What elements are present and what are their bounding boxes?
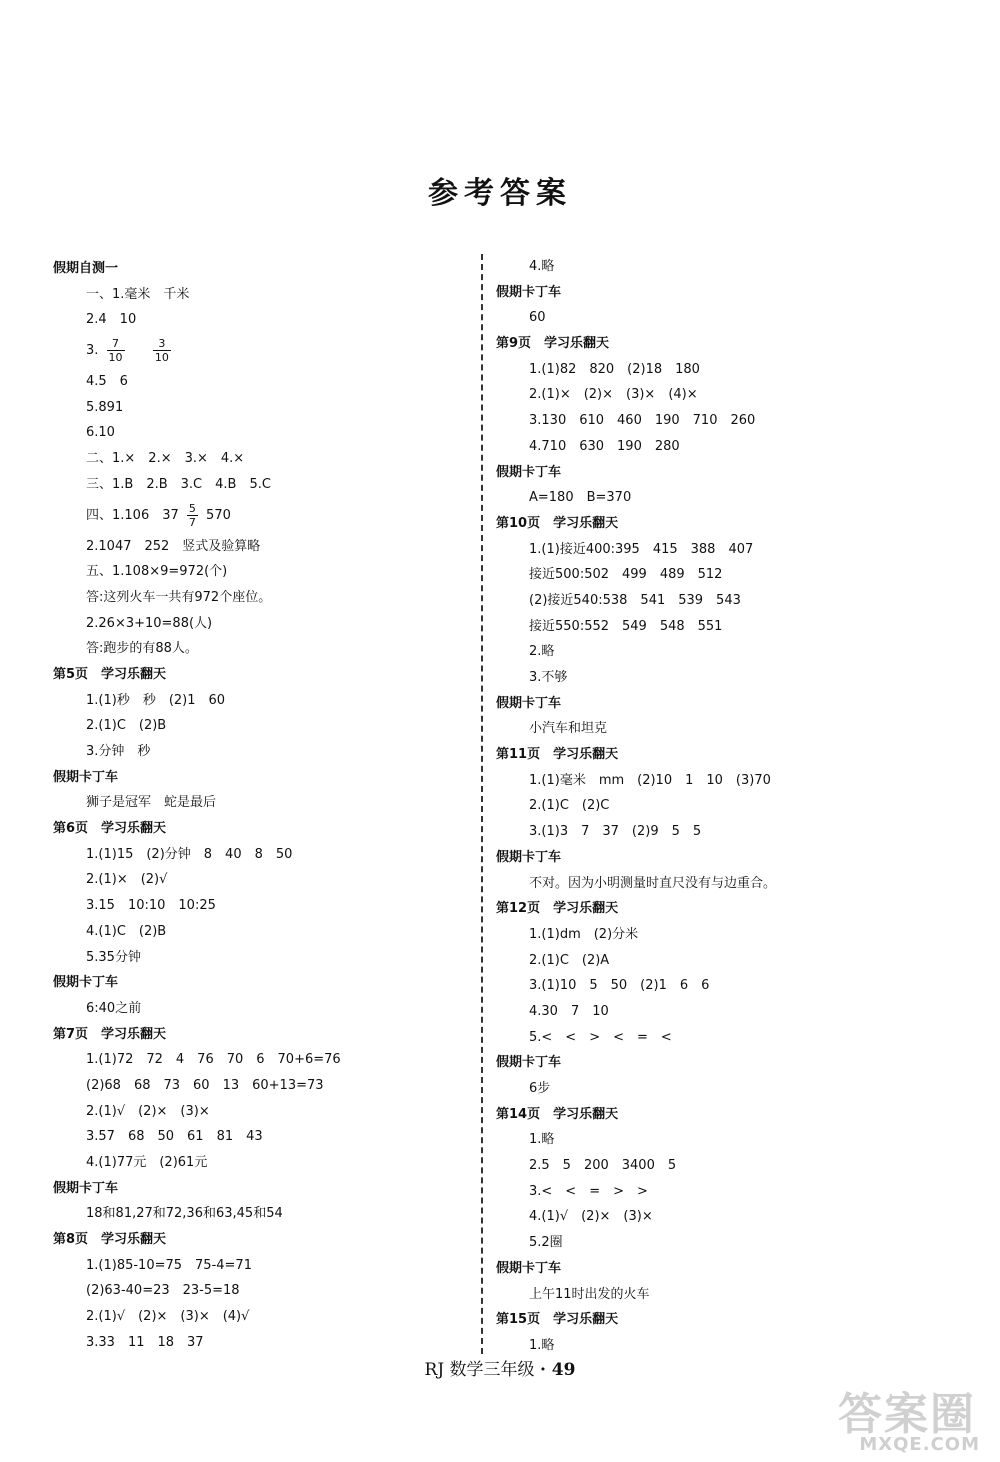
answer-line: 3.(1)3 7 37 (2)9 5 5 [529,824,702,840]
footer-subject: RJ 数学三年级 [424,1360,535,1380]
answer-line: 2.略 [529,644,555,660]
answer-line: (2)接近540:538 541 539 543 [529,592,741,608]
answer-line: 2.4 10 [86,312,137,328]
answer-line: 三、1.B 2.B 3.C 4.B 5.C [86,476,271,492]
section-heading: 第15页 学习乐翻天 [496,1312,619,1328]
section-heading: 第6页 学习乐翻天 [53,821,167,837]
column-divider [481,254,483,1354]
section-heading: 第5页 学习乐翻天 [53,666,167,682]
answer-line: 1.略 [529,1132,555,1148]
answer-line: 1.(1)72 72 4 76 70 6 70+6=76 [86,1052,341,1068]
right-column [496,254,916,1359]
answer-suffix: 570 [206,507,231,523]
section-heading: 假期卡丁车 [53,975,119,991]
answer-line: 5.< < > < = < [529,1029,672,1045]
answer-line: 3.130 610 460 190 710 260 [529,413,756,429]
fraction-denominator: 10 [108,351,123,365]
fraction-numerator: 3 [153,337,171,351]
answer-line: 狮子是冠军 蛇是最后 [86,795,217,811]
answer-line: 2.(1)√ (2)× (3)× (4)√ [86,1309,250,1325]
answer-line: 答:这列火车一共有972个座位。 [86,589,272,605]
answer-line: 2.(1)C (2)C [529,798,610,814]
answer-line: 1.(1)毫米 mm (2)10 1 10 (3)70 [529,772,771,788]
answer-line: 2.(1)× (2)× (3)× (4)× [529,387,698,403]
answer-line: 4.(1)√ (2)× (3)× [529,1209,653,1225]
fraction-denominator: 10 [154,351,169,365]
answer-line: 4.710 630 190 280 [529,438,680,454]
answer-line: 6:40之前 [86,1000,142,1016]
answer-line: 1.(1)15 (2)分钟 8 40 8 50 [86,846,293,862]
section-heading: 第7页 学习乐翻天 [53,1026,167,1042]
answer-line: 60 [529,310,546,326]
answer-line: 4.5 6 [86,374,128,390]
watermark-logo: 答案圈 [838,1389,976,1440]
answer-line: 2.26×3+10=88(人) [86,615,213,631]
section-heading: 假期卡丁车 [496,1055,562,1071]
section-heading: 假期卡丁车 [53,1180,119,1196]
section-heading: 假期卡丁车 [496,849,562,865]
answer-line: 2.1047 252 竖式及验算略 [86,538,261,554]
answer-line: 答:跑步的有88人。 [86,641,198,657]
answer-line: 3.分钟 秒 [86,744,151,759]
answer-line: 5.35分钟 [86,949,141,965]
fraction-denominator: 7 [188,515,196,529]
fraction-numerator: 7 [107,337,125,351]
answer-line: 3.不够 [529,670,568,685]
section-heading: 第14页 学习乐翻天 [496,1106,619,1122]
answer-line: 4.30 7 10 [529,1003,609,1019]
answer-line: 3.15 10:10 10:25 [86,898,216,914]
answer-line: 3.57 68 50 61 81 43 [86,1129,263,1145]
answer-line: 接近550:552 549 548 551 [529,618,723,634]
section-heading: 第12页 学习乐翻天 [496,901,619,917]
answer-line: 5.891 [86,399,124,415]
answer-line: 1.(1)秒 秒 (2)1 60 [86,692,226,708]
section-heading: 假期卡丁车 [53,769,119,785]
answer-line: 2.(1)C (2)B [86,718,167,734]
answer-line: 1.(1)接近400:395 415 388 407 [529,541,754,557]
answer-line: 一、1.毫米 千米 [86,286,190,302]
answer-line-fraction [53,498,463,534]
fraction [187,502,198,529]
answer-line: 1.略 [529,1337,555,1353]
page-number: 49 [551,1360,576,1380]
answer-prefix: 3. [86,343,99,359]
answer-line: 不对。因为小明测量时直尺没有与边重合。 [529,875,777,891]
answer-line: 18和81,27和72,36和63,45和54 [86,1206,283,1222]
answer-line: 上午11时出发的火车 [529,1286,650,1302]
section-heading: 假期自测一 [53,261,119,276]
answer-line: 1.(1)dm (2)分米 [529,926,639,942]
answer-line: 五、1.108×9=972(个) [86,564,228,580]
answer-line: 4.(1)C (2)B [86,923,167,939]
answer-line: 1.(1)82 820 (2)18 180 [529,361,700,377]
section-heading: 第8页 学习乐翻天 [53,1232,167,1248]
answer-line: 二、1.× 2.× 3.× 4.× [86,451,245,467]
answer-line: (2)68 68 73 60 13 60+13=73 [86,1077,324,1093]
page-footer: RJ 数学三年级 · 49 [424,1360,576,1380]
fraction [153,337,171,364]
section-heading: 假期卡丁车 [496,1260,562,1276]
answer-line: A=180 B=370 [529,490,632,506]
answer-line: 6.10 [86,425,115,441]
answer-line: 小汽车和坦克 [529,721,608,737]
answer-line: 2.(1)C (2)A [529,952,610,968]
answer-line: 6步 [529,1081,551,1096]
section-heading: 第11页 学习乐翻天 [496,747,619,763]
page-title: 参考答案 [428,176,572,211]
section-heading: 假期卡丁车 [496,464,562,480]
answer-line: 3.33 11 18 37 [86,1334,204,1350]
answer-line: 4.略 [529,259,555,274]
answer-line: 3.< < = > > [529,1183,648,1199]
fraction [107,337,125,364]
answer-line: 2.(1)× (2)√ [86,872,168,888]
answer-line: 4.(1)77元 (2)61元 [86,1155,208,1170]
answer-prefix: 四、1.106 37 [86,507,179,523]
fraction-numerator: 5 [188,501,196,515]
left-column [53,256,463,1356]
section-heading: 假期卡丁车 [496,284,562,300]
answer-line: 2.(1)√ (2)× (3)× [86,1103,210,1119]
answer-line: 接近500:502 499 489 512 [529,567,723,583]
answer-line: (2)63-40=23 23-5=18 [86,1283,240,1299]
section-heading: 假期卡丁车 [496,695,562,711]
watermark-url: MXQE.COM [859,1434,980,1455]
answer-line: 3.(1)10 5 50 (2)1 6 6 [529,978,710,994]
answer-line: 1.(1)85-10=75 75-4=71 [86,1257,252,1273]
site-watermark [796,1378,986,1456]
section-heading: 第9页 学习乐翻天 [496,336,610,352]
answer-line: 5.2圈 [529,1235,563,1251]
answer-line: 2.5 5 200 3400 5 [529,1158,677,1174]
answer-line-fractions [53,333,463,369]
section-heading: 第10页 学习乐翻天 [496,515,619,531]
